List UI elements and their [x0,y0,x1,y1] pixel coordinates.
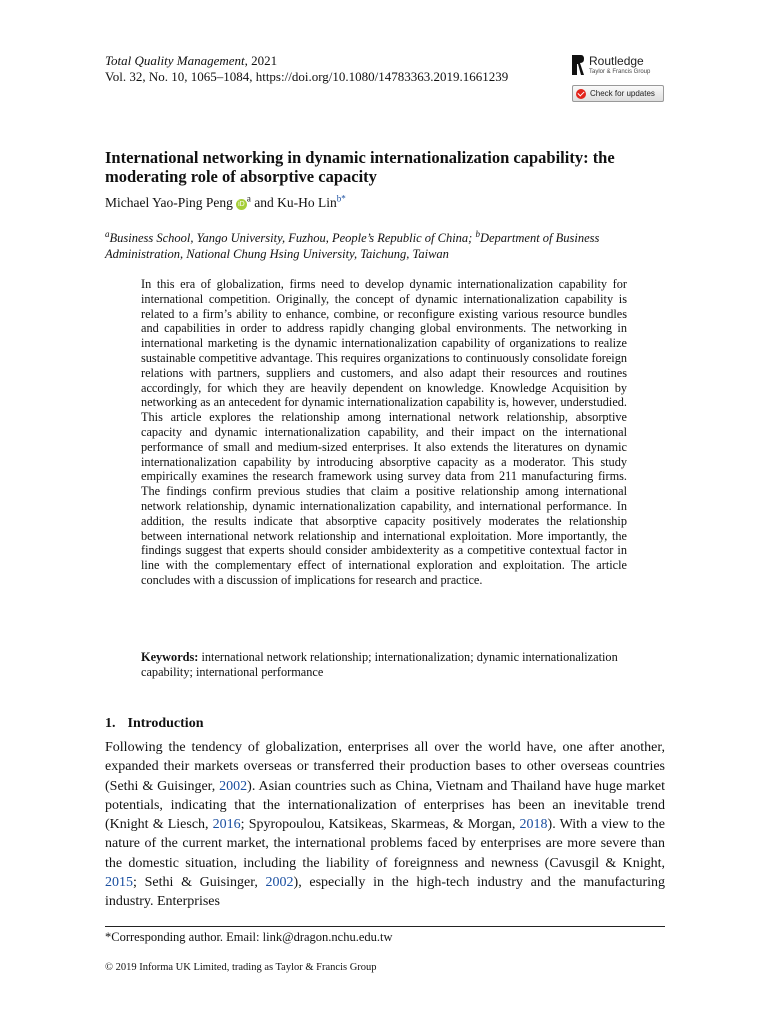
publisher-name: Routledge [589,54,644,68]
intro-text: ). Asian countries such as China, Vietnam and Thailand have huge market potentials, indicating that the internationalization of enterprises has been an inevitable trend (Knight & Liesch, [105,778,665,833]
abstract: In this era of globalization, firms need to develop dynamic internationalization capability for international competition. Originally, the concept of dynamic internationalization capability is related to a firm’s ability to enhance, combine, or reconfigure existing various resource bundles and capabilities in order to address rapidly changing global environments. The networking in international marketing is the dynamic internationalization capability of organizations to realize sustainable competitive advantage. This requires organizations to continuously consolidate foreign relations with partners, suppliers and customers, and also adapt their resources and routines accordingly, for which they are heavily dependent on knowledge. Knowledge Acquisition by networking as an antecedent for dynamic internationalization capability is, however, understudied. This article explores the relationship among international network relationship, absorptive capacity and dynamic internationalization capability, and their impact on the international performance of small and medium-sized enterprises. It also extends the literatures on dynamic internationalization capability by introducing absorptive capacity as a moderator. This study empirically examines the research framework using survey data from 211 manufacturing firms. The findings confirm previous studies that claim a positive relationship among international network relationship, dynamic internationalization capability, and international performance. In addition, the results indicate that absorptive capacity positively moderates the relationship between international network relationship and international exploitation. More importantly, the findings suggest that experts should consider ambidexterity as a competitive contextual factor in line with the complementary effect of international exploration and exploitation. The article concludes with a discussion of implications for research and practice. [141,277,627,587]
section-number: 1. [105,716,116,731]
author-line [105,194,346,212]
footnote-divider [105,926,665,927]
keywords-text: international network relationship; internationalization; dynamic internationalization capability; international performance [141,650,618,679]
author-1-affil-mark: a [246,193,251,204]
keywords [141,650,627,680]
affiliations [105,230,665,262]
intro-text: Following the tendency of globalization, enterprises all over the world have, one after another, expanded their markets overseas or transferred their production bases to other overseas countries (Sethi & Guisinger, [105,740,665,794]
citation-link[interactable]: 2018 [519,817,548,833]
section-title: Introduction [127,716,204,731]
journal-name: Total Quality Management [105,53,245,68]
publisher-subtitle: Taylor & Francis Group [589,69,651,75]
intro-text: ; Spyropoulou, Katsikeas, Skarmeas, & Morgan, [240,817,520,833]
article-title: International networking in dynamic internationalization capability: the moderating role of absorptive capacity [105,148,615,186]
citation-link[interactable]: 2002 [219,778,248,794]
routledge-logo-icon [572,55,584,75]
affil-a: Business School, Yango University, Fuzhou, People’s Republic of China; [109,231,476,245]
journal-year: , 2021 [244,53,278,68]
intro-text: ). With a view to the nature of the current market, the international problems faced by enterprises are more severe than the domestic situation, including the liability of foreignness and newness (Cavusgil & Knight, [105,817,665,871]
affil-a-mark: a [105,228,110,239]
journal-citation: Vol. 32, No. 10, 1065–1084, https://doi.org/10.1080/14783363.2019.1661239 [105,69,509,84]
affil-b-mark: b [475,228,480,239]
author-1: Michael Yao-Ping Peng [105,195,233,210]
journal-header [105,53,508,85]
intro-text: ; Sethi & Guisinger, [133,875,266,891]
check-updates-icon [576,89,586,99]
author-2-affil-mark[interactable]: b* [336,193,346,204]
intro-paragraph [105,738,665,912]
copyright: © 2019 Informa UK Limited, trading as Taylor & Francis Group [105,962,377,973]
keywords-label: Keywords: [141,650,199,664]
intro-text: ), especially in the high-tech industry and the manufacturing industry. Enterprises [105,875,665,910]
footnote: *Corresponding author. Email: link@dragon.nchu.edu.tw [105,930,393,944]
citation-link[interactable]: 2015 [105,875,133,891]
publisher-block [572,55,664,102]
check-for-updates-button[interactable] [572,85,664,102]
check-updates-label: Check for updates [590,89,655,98]
citation-link[interactable]: 2002 [265,875,294,891]
orcid-icon[interactable]: iD [236,199,247,210]
citation-link[interactable]: 2016 [212,817,241,833]
author-2: Ku-Ho Lin [277,195,337,210]
section-heading [105,716,203,732]
author-conjunction: and [254,195,274,210]
affil-b: Department of Business Administration, National Chung Hsing University, Taichung, Taiwan [105,231,600,261]
